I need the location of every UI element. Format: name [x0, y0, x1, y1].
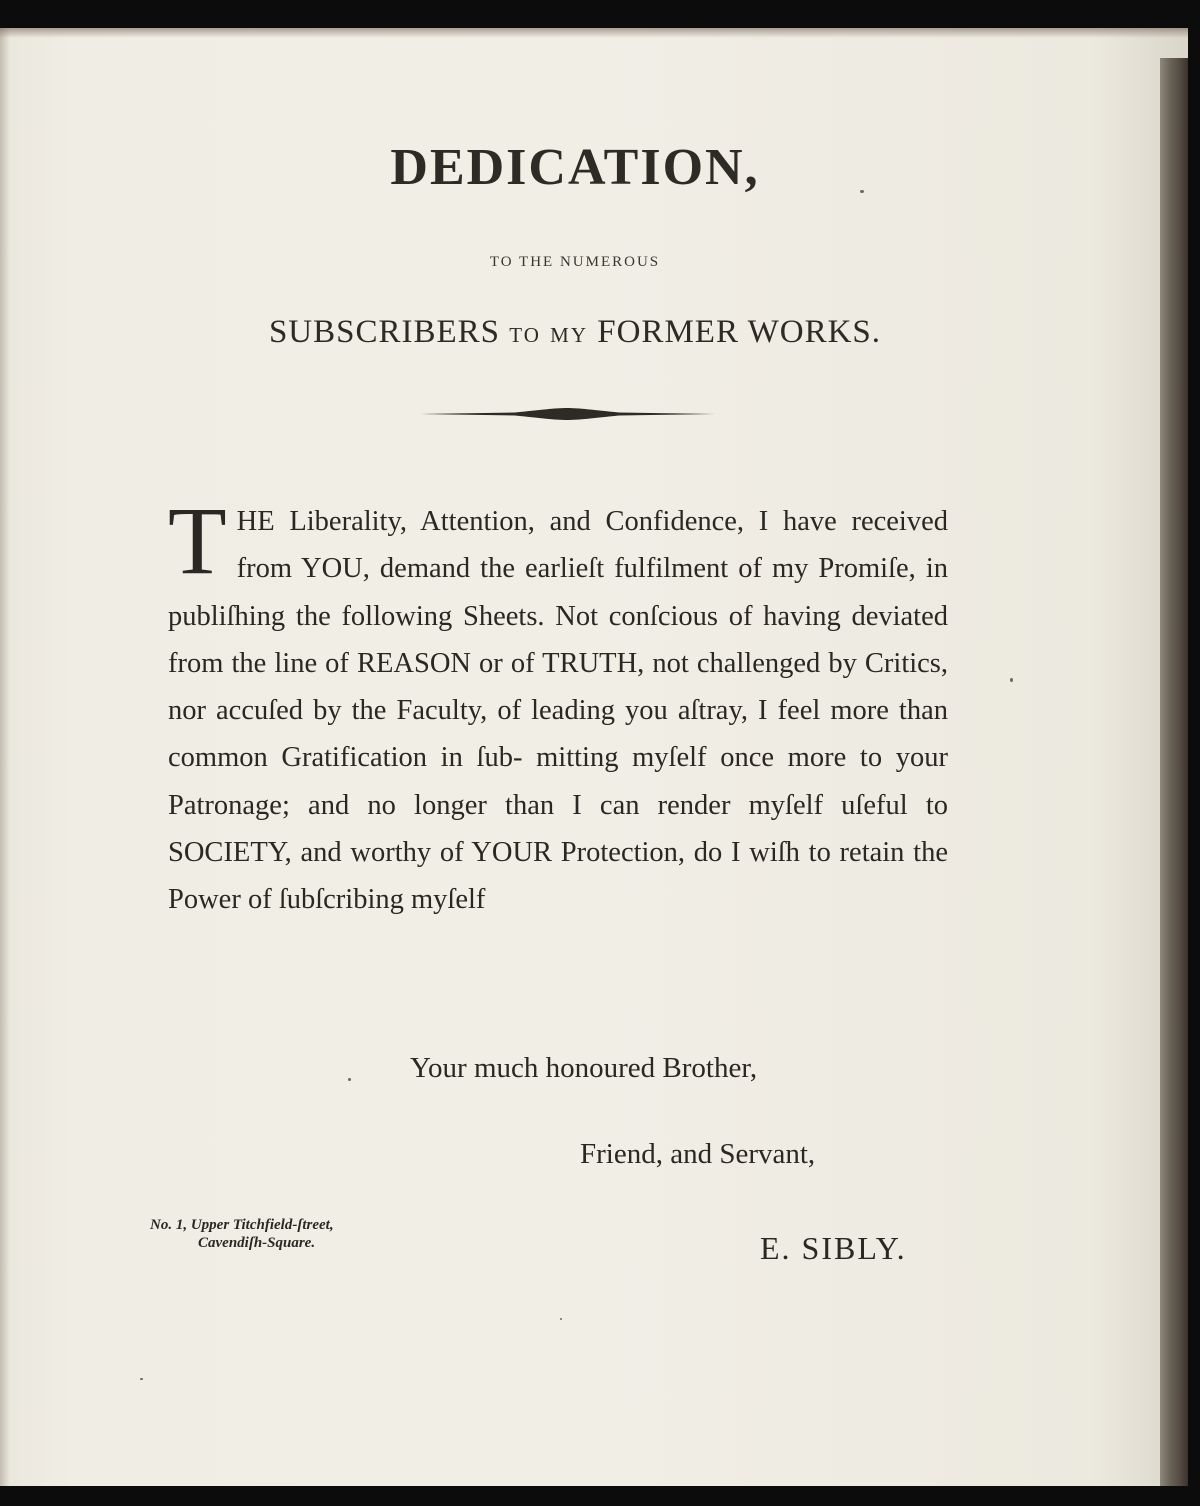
drop-cap: T [168, 487, 227, 594]
author-address [150, 1216, 334, 1252]
heading-part-5: FORMER WORKS. [588, 314, 882, 350]
heading-part-4: MY [550, 323, 588, 347]
body-line: HE Liberality, Attention, and Confidence, I [236, 506, 769, 537]
page-gutter-shadow [0, 28, 10, 1486]
paper-speck [140, 1378, 143, 1380]
paper-speck [348, 1078, 351, 1081]
body-line: line of REASON or of TRUTH, not challenged by [274, 647, 857, 679]
page-top-edge [0, 28, 1188, 38]
dedication-body [168, 487, 949, 924]
dedication-title: DEDICATION, [390, 139, 760, 196]
body-line: and worthy of YOUR Protection, do I wiſh to retain [300, 837, 905, 869]
heading-part-3 [541, 314, 550, 350]
paper-speck [560, 1318, 562, 1320]
heading-part-2: TO [509, 323, 541, 347]
body-line: fulfilment of my Promiſe, in publiſhing the following [168, 553, 948, 632]
closing-line-2: Friend, and Servant, [580, 1138, 816, 1170]
ornamental-rule [420, 404, 715, 424]
book-page [0, 28, 1188, 1486]
body-line: aſtray, I feel more than common Gratification in ſub- [168, 695, 948, 774]
body-line: the Power of ſubſcribing myſelf [168, 837, 948, 916]
paper-speck [860, 190, 864, 193]
closing-line: Your much honoured Brother, [410, 1052, 758, 1084]
body-line: Critics, nor accuſed by the Faculty, of leading you [168, 647, 949, 727]
body-line: longer than I can render myſelf uſeful to SOCIETY, [168, 789, 948, 869]
author-signature: E. SIBLY. [760, 1230, 907, 1266]
paper-speck [1010, 678, 1013, 682]
dedication-heading [0, 314, 1150, 351]
heading-part-1: SUBSCRIBERS [268, 314, 510, 350]
book-spine-edge [1160, 58, 1188, 1486]
address-line-2: Cavendiſh-Square. [198, 1235, 316, 1251]
dedication-preface: TO THE NUMEROUS [489, 254, 661, 270]
body-line: have received from YOU, demand the earlieſt [236, 506, 948, 585]
body-line: Sheets. Not conſcious of having deviated from the [168, 600, 949, 679]
body-line: mitting myſelf once more to your Patronage; and no [168, 742, 948, 821]
address-line-1: No. 1, Upper Titchfield-ſtreet, [150, 1217, 334, 1233]
